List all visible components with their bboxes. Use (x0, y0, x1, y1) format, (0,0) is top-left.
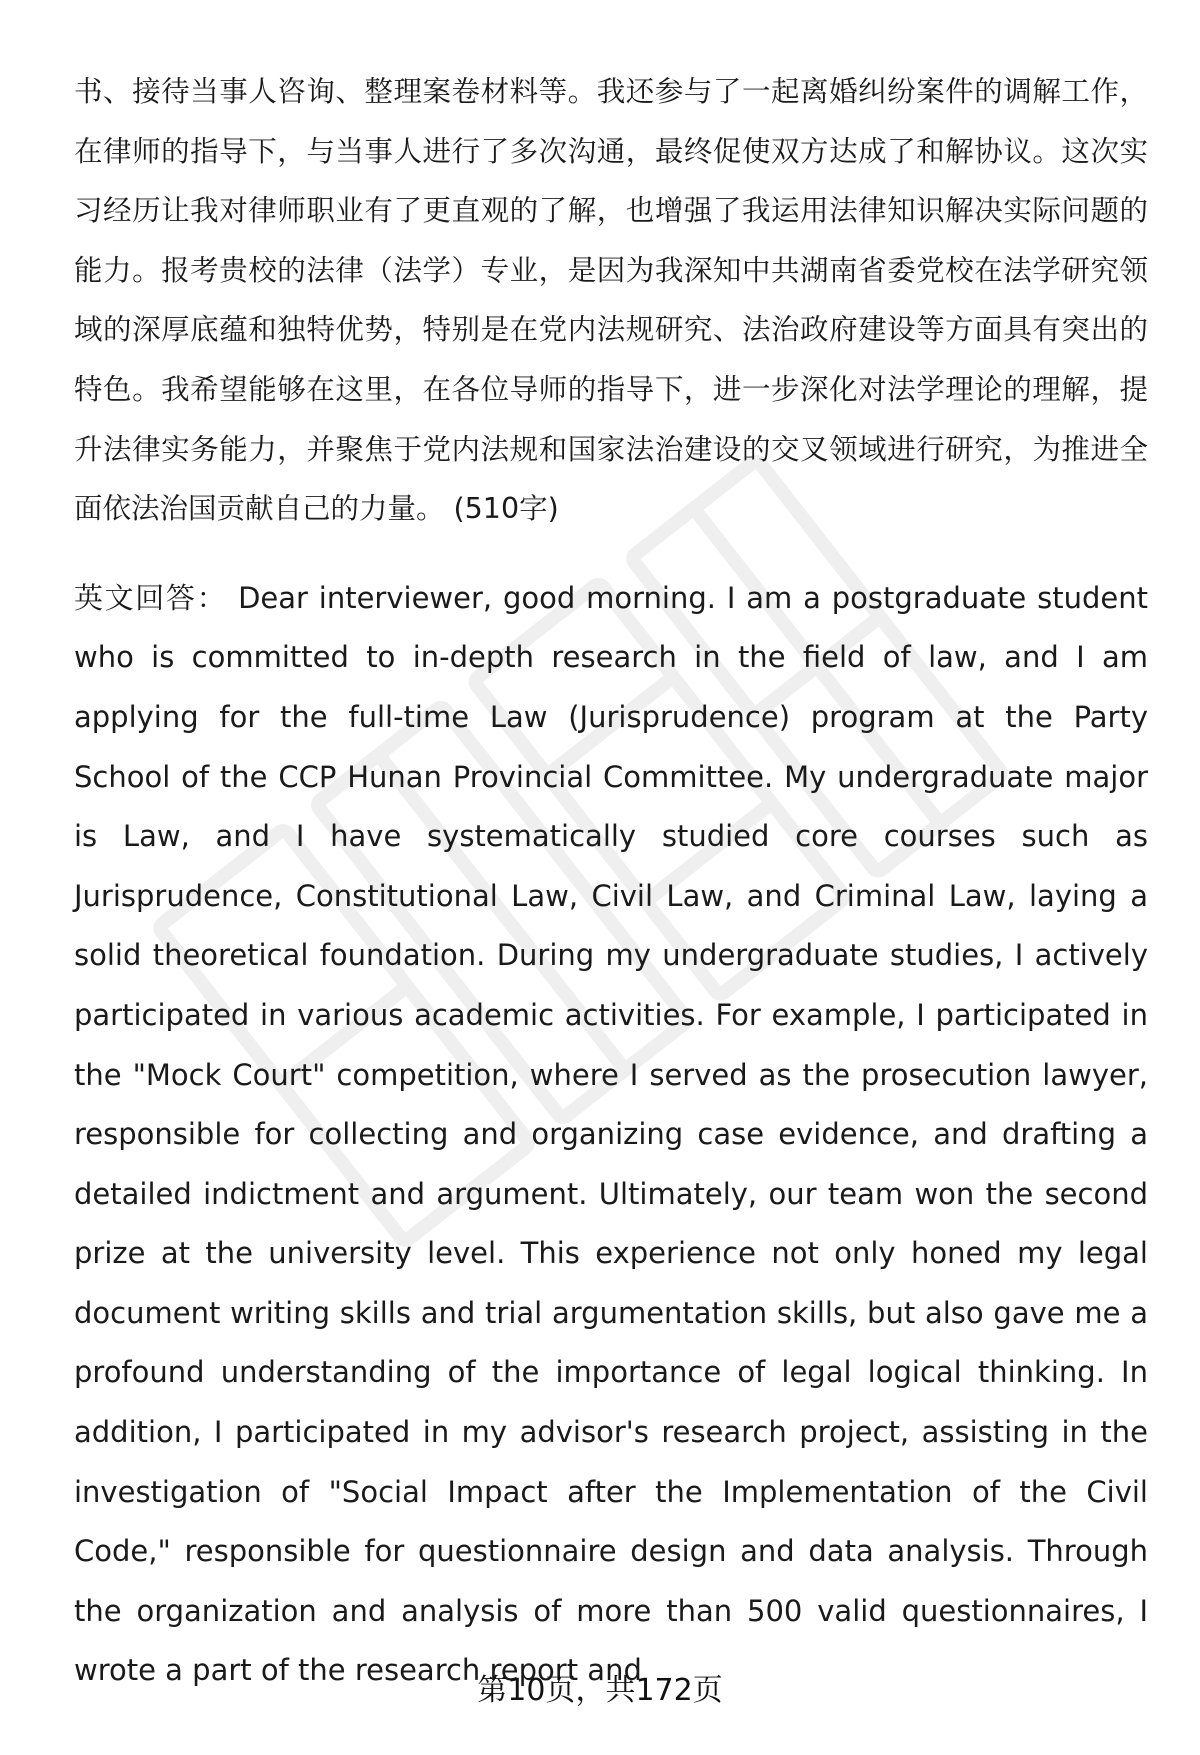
english-answer-label: 英文回答： (74, 580, 239, 615)
document-body (74, 62, 1148, 1701)
page-number: 第10页，共172页 (477, 1673, 723, 1708)
english-answer-paragraph (74, 569, 1148, 1701)
english-answer-text: Dear interviewer, good morning. I am a postgraduate student who is committed to in-depth research in the field of law, and I am applying for the full-time Law (Jurisprudence) program at the Party School of the CCP Hunan Provincial Committee. My undergraduate major is Law, and I have systematically studied core courses such as Jurisprudence, Constitutional Law, Civil Law, and Criminal Law, laying a solid theoretical foundation. During my undergraduate studies, I actively participated in various academic activities. For example, I participated in the "Mock Court" competition, where I served as the prosecution lawyer, responsible for collecting and organizing case evidence, and drafting a detailed indictment and argument. Ultimately, our team won the second prize at the university level. This experience not only honed my legal document writing skills and trial argumentation skills, but also gave me a profound understanding of the importance of legal logical thinking. In addition, I participated in my advisor's research project, assisting in the investigation of "Social Impact after the Implementation of the Civil Code," responsible for questionnaire design and data analysis. Through the organization and analysis of more than 500 valid questionnaires, I wrote a part of the research report and (74, 580, 1148, 1688)
chinese-answer-paragraph: 书、接待当事人咨询、整理案卷材料等。我还参与了一起离婚纠纷案件的调解工作，在律师的指导下，与当事人进行了多次沟通，最终促使双方达成了和解协议。这次实习经历让我对律师职业有了更直观的了解，也增强了我运用法律知识解决实际问题的能力。报考贵校的法律（法学）专业，是因为我深知中共湖南省委党校在法学研究领域的深厚底蕴和独特优势，特别是在党内法规研究、法治政府建设等方面具有突出的特色。我希望能够在这里，在各位导师的指导下，进一步深化对法学理论的理解，提升法律实务能力，并聚焦于党内法规和国家法治建设的交叉领域进行研究，为推进全面依法治国贡献自己的力量。 (510字) (74, 75, 1148, 526)
